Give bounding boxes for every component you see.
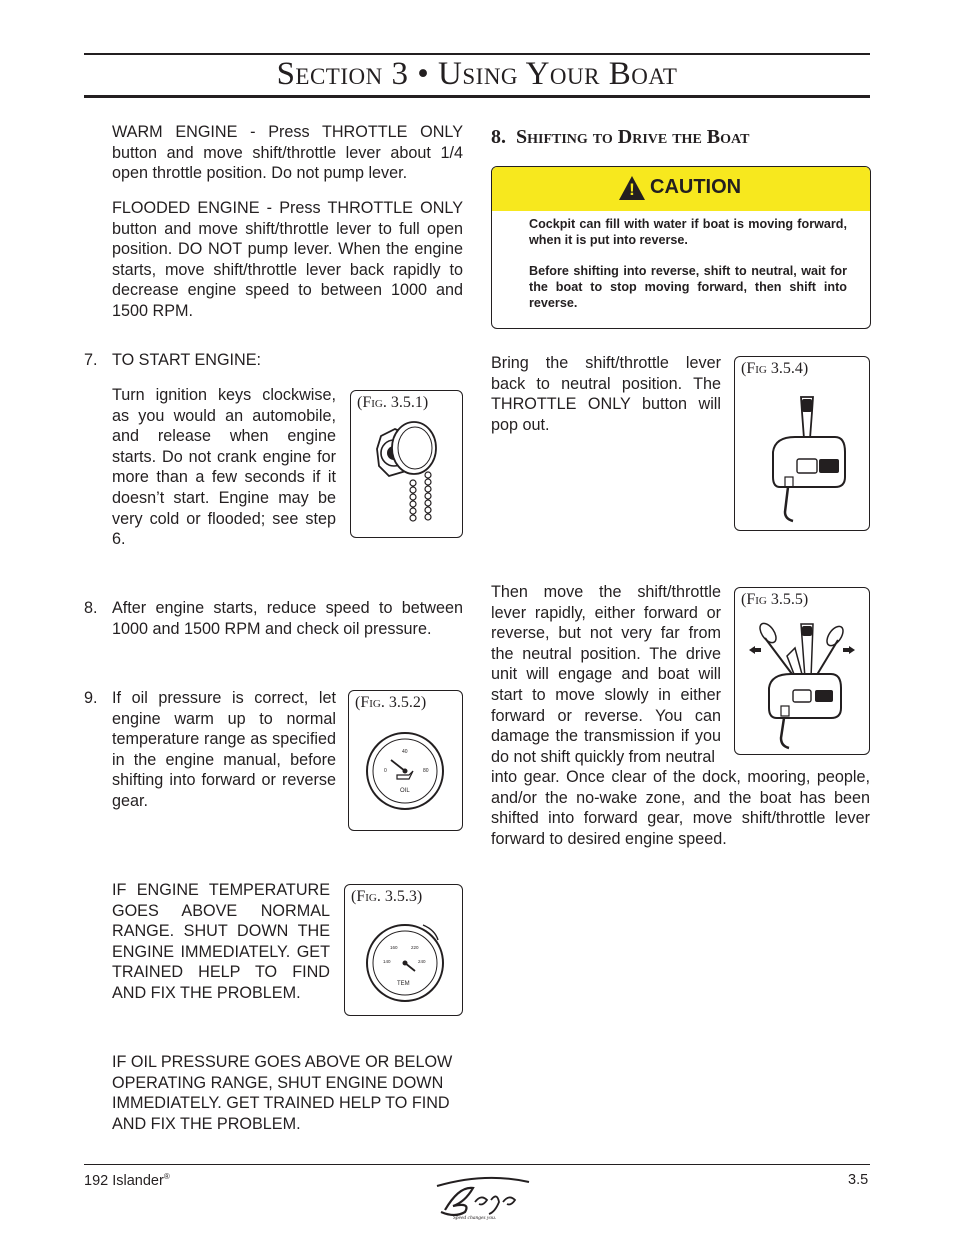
figure-caption: (Fig. 3.5.1) xyxy=(357,394,429,411)
temp-tick-1: 160 xyxy=(390,945,398,950)
step7-body: Turn ignition keys clockwise, as you would an automobile, and release when engine starts. Do not crank engine for more than a few seconds if it doesn’t start. Engine may be very cold or flooded; see step 6. xyxy=(112,386,336,549)
shift-lever-positions-icon xyxy=(735,588,869,754)
step9-body: If oil pressure is correct, let engine warm up to normal temperature range as specified in the engine manual, before shifting into forward or reverse gear. xyxy=(112,689,336,810)
neutral-paragraph: Bring the shift/throttle lever back to neutral position. The THROTTLE ONLY button will pop out. xyxy=(491,354,721,434)
step7-number: 7. xyxy=(84,351,98,369)
oil-pressure-gauge-icon xyxy=(349,691,462,830)
baja-logo xyxy=(425,1172,535,1220)
shift-paragraph-b: into gear. Once clear of the dock, mooring, people, and/or the no-wake zone, and the boat has been shifted into forward gear, move shift/throttle lever forward to desired engine speed. xyxy=(491,768,870,848)
temperature-warning: IF ENGINE TEMPERATURE GOES ABOVE NORMAL RANGE. SHUT DOWN THE ENGINE IMMEDIATELY. GET TRAINED HELP TO FIND AND FIX THE PROBLEM. xyxy=(112,881,330,1002)
page-number: 3.5 xyxy=(848,1172,869,1188)
figure-3-5-2 xyxy=(348,690,463,831)
figure-3-5-4 xyxy=(734,356,870,531)
caution-box xyxy=(491,166,871,329)
step8-number: 8. xyxy=(84,599,98,617)
warm-engine-paragraph: WARM ENGINE - Press THROTTLE ONLY button and move shift/throttle lever about 1/4 open throttle position. Do not pump lever. xyxy=(112,123,463,183)
figure-caption: (Fig. 3.5.2) xyxy=(355,694,427,711)
footer-model: 192 Islander® xyxy=(84,1172,170,1189)
figure-3-5-5 xyxy=(734,587,870,755)
shift-lever-neutral-icon xyxy=(735,357,869,530)
figure-caption: (Fig. 3.5.3) xyxy=(351,888,423,905)
figure-3-5-1 xyxy=(350,390,463,538)
oil-tick-high: 80 xyxy=(423,768,429,774)
section-title: Section 3 • Using Your Boat xyxy=(276,56,678,92)
oil-gauge-label: OIL xyxy=(400,788,410,794)
temp-tick-3: 140 xyxy=(383,959,391,964)
step9-number: 9. xyxy=(84,689,98,707)
title-underline xyxy=(84,95,870,98)
caution-label: CAUTION xyxy=(650,176,742,198)
figure-caption: (Fig 3.5.4) xyxy=(741,360,809,377)
shift-paragraph-a: Then move the shift/throttle lever rapidly, either forward or reverse, but not very far from the neutral position. The drive unit will engage and boat will start to move slowly in either forward or reverse. You can damage the transmission if you do not shift quickly from neutral xyxy=(491,583,721,766)
caution-text-1: Cockpit can fill with water if boat is moving forward, when it is put into reverse. xyxy=(529,217,847,247)
oil-pressure-warning: IF OIL PRESSURE GOES ABOVE OR BELOW OPERATING RANGE, SHUT ENGINE DOWN IMMEDIATELY. GET TRAINED HELP TO FIND AND FIX THE PROBLEM. xyxy=(112,1053,453,1133)
temperature-gauge-icon xyxy=(345,885,462,1015)
exclamation-icon: ! xyxy=(629,180,635,199)
footer-rule xyxy=(84,1164,870,1165)
step8-body: After engine starts, reduce speed to between 1000 and 1500 RPM and check oil pressure. xyxy=(112,599,463,638)
oil-tick-mid: 40 xyxy=(402,749,408,755)
logo-tagline: Speed changes you. xyxy=(453,1215,497,1220)
subsection-heading: 8. Shifting to Drive the Boat xyxy=(491,126,750,148)
step7-title: TO START ENGINE: xyxy=(112,351,262,369)
flooded-engine-paragraph: FLOODED ENGINE - Press THROTTLE ONLY button and move shift/throttle lever to full open position. DO NOT pump lever. When the engine starts, move shift/throttle lever back rapidly to decrease engine speed to between 1000 and 1500 RPM. xyxy=(112,199,463,320)
figure-caption: (Fig 3.5.5) xyxy=(741,591,809,608)
ignition-key-icon xyxy=(351,391,462,537)
temp-gauge-label: TEM xyxy=(397,981,410,987)
temp-tick-4: 240 xyxy=(418,959,426,964)
temp-tick-2: 220 xyxy=(411,945,419,950)
figure-3-5-3 xyxy=(344,884,463,1016)
caution-text-2: Before shifting into reverse, shift to neutral, wait for the boat to stop moving forward, then shift into reverse. xyxy=(529,264,847,310)
oil-tick-low: 0 xyxy=(384,768,387,774)
